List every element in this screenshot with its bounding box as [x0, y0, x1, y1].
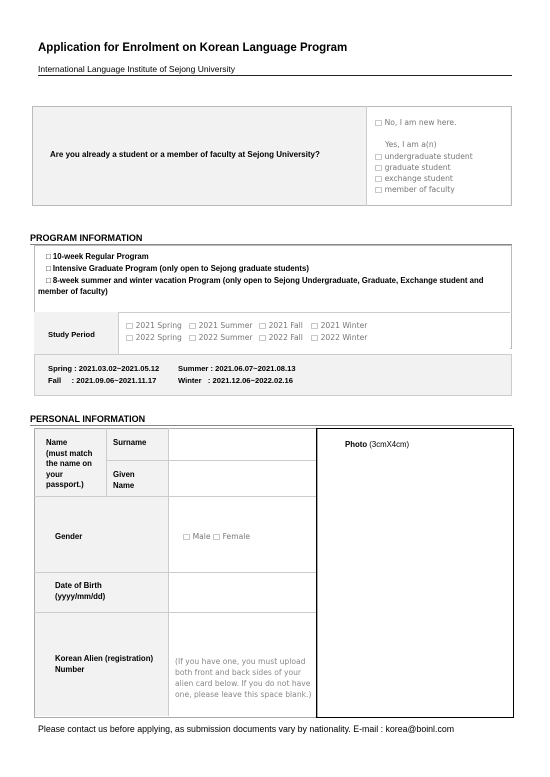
gender-options[interactable]: □ Male □ Female: [183, 532, 251, 541]
option-new[interactable]: □ No, I am new here.: [375, 118, 457, 127]
period-2021-fall[interactable]: □ 2021 Fall: [259, 321, 303, 330]
period-2021-spring[interactable]: □ 2021 Spring: [126, 321, 182, 330]
status-divider: [366, 106, 367, 206]
alien-number-label: Korean Alien (registration) Number: [55, 654, 154, 674]
name-label: Name (must match the name on your passport.): [46, 438, 93, 489]
program-intensive[interactable]: □ Intensive Graduate Program (only open to Sejong graduate students): [46, 264, 309, 273]
surname-label: Surname: [113, 438, 147, 447]
photo-box[interactable]: [316, 428, 514, 718]
program-heading: PROGRAM INFORMATION: [30, 233, 143, 243]
period-2021-winter[interactable]: □ 2021 Winter: [311, 321, 368, 330]
personal-heading: PERSONAL INFORMATION: [30, 414, 146, 424]
period-2022-fall[interactable]: □ 2022 Fall: [259, 333, 303, 342]
dob-rule: [34, 612, 316, 613]
option-yes-label: Yes, I am a(n): [385, 140, 437, 149]
study-period-label: Study Period: [48, 330, 95, 339]
status-question: Are you already a student or a member of faculty at Sejong University?: [50, 150, 320, 159]
page-subtitle: International Language Institute of Sejong University: [38, 64, 236, 74]
dob-label: Date of Birth (yyyy/mm/dd): [55, 581, 106, 601]
surname-field[interactable]: [169, 429, 315, 459]
date-summer: Summer : 2021.06.07~2021.08.13: [178, 364, 296, 373]
given-name-field[interactable]: [169, 461, 315, 495]
program-vacation-cont: member of faculty): [38, 287, 108, 296]
title-rule: [38, 75, 512, 76]
personal-heading-rule: [30, 425, 512, 426]
option-exchange[interactable]: □ exchange student: [375, 174, 453, 183]
program-vacation[interactable]: □ 8-week summer and winter vacation Program (only open to Sejong Undergraduate, Graduate, Exchange student and: [46, 276, 484, 285]
option-graduate[interactable]: □ graduate student: [375, 163, 451, 172]
period-2022-winter[interactable]: □ 2022 Winter: [311, 333, 368, 342]
footer-note: Please contact us before applying, as submission documents vary by nationality. E-mail : korea@boinl.com: [38, 724, 455, 734]
period-2022-summer[interactable]: □ 2022 Summer: [189, 333, 253, 342]
date-winter: Winter : 2021.12.06~2022.02.16: [178, 376, 293, 385]
program-dates-box: [34, 354, 512, 396]
name-subdivider: [106, 428, 107, 496]
dob-field[interactable]: [169, 573, 315, 611]
page-title: Application for Enrolment on Korean Language Program: [38, 42, 348, 54]
period-2022-spring[interactable]: □ 2022 Spring: [126, 333, 182, 342]
period-2021-summer[interactable]: □ 2021 Summer: [189, 321, 253, 330]
program-regular[interactable]: □ 10-week Regular Program: [46, 252, 149, 261]
date-spring: Spring : 2021.03.02~2021.05.12: [48, 364, 160, 373]
option-undergraduate[interactable]: □ undergraduate student: [375, 152, 473, 161]
name-rule: [34, 496, 316, 497]
photo-label: Photo (3cmX4cm): [345, 440, 410, 449]
date-fall: Fall : 2021.09.06~2021.11.17: [48, 376, 157, 385]
alien-number-note[interactable]: (If you have one, you must upload both front and back sides of your alien card below. If you do not have one, please leave this space blank.): [175, 657, 312, 699]
given-name-label: Given Name: [113, 470, 135, 490]
gender-label: Gender: [55, 532, 83, 541]
option-faculty[interactable]: □ member of faculty: [375, 185, 455, 194]
